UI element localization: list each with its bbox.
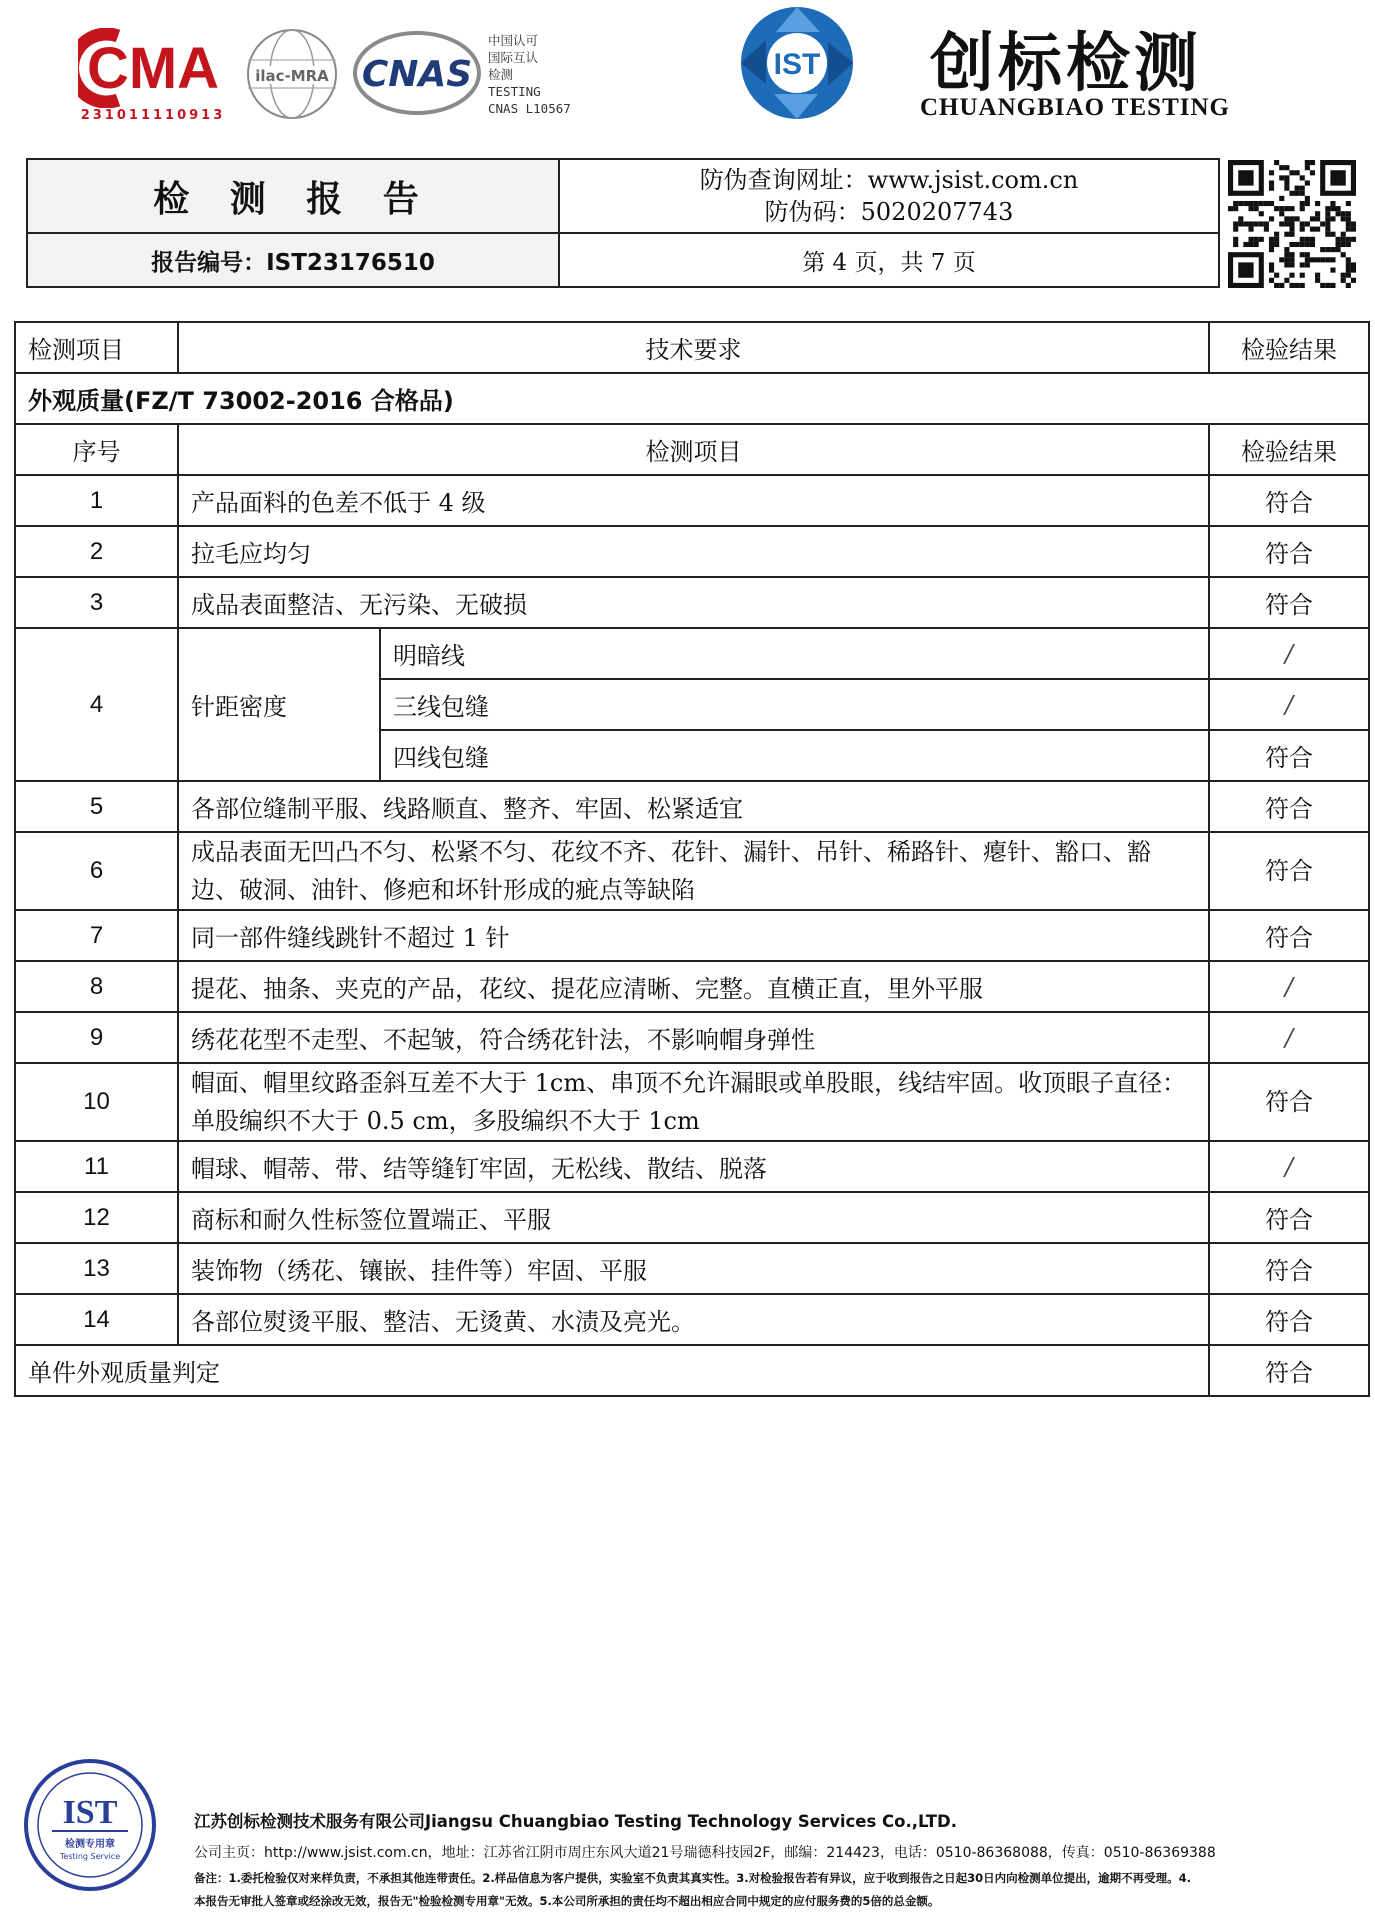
report-number: 报告编号：IST23176510 (28, 234, 560, 286)
row-text: 帽球、帽蒂、带、结等缝钉牢固，无松线、散结、脱落 (178, 1141, 1209, 1192)
subheader-item: 检测项目 (178, 424, 1209, 475)
row-result: 符合 (1209, 730, 1369, 781)
subheader-result: 检验结果 (1209, 424, 1369, 475)
row-text: 同一部件缝线跳针不超过 1 针 (178, 910, 1209, 961)
sub-row-text: 四线包缝 (380, 730, 1209, 781)
row-result: / (1209, 628, 1369, 679)
table-row (15, 526, 1369, 577)
row-no: 3 (15, 577, 178, 628)
seal-sub-en: Testing Service (59, 1852, 121, 1861)
cma-logo (78, 28, 228, 124)
row-result: 符合 (1209, 475, 1369, 526)
brand-name-cn: 创标检测 (930, 26, 1202, 101)
subheader-no: 序号 (15, 424, 178, 475)
cnas-mark-icon (352, 28, 482, 118)
section-row (15, 373, 1369, 424)
header-item: 检测项目 (15, 322, 178, 373)
seal-sub-cn: 检测专用章 (65, 1839, 115, 1850)
cnas-label: CNAS (361, 54, 473, 95)
row-text: 各部位缝制平服、线路顺直、整齐、牢固、松紧适宜 (178, 781, 1209, 832)
row-result: / (1209, 679, 1369, 730)
row-text: 装饰物（绣花、镶嵌、挂件等）牢固、平服 (178, 1243, 1209, 1294)
table-row (15, 1294, 1369, 1345)
cnas-logo (352, 28, 482, 118)
cnas-line: CNAS L10567 (488, 101, 571, 116)
header-requirement: 技术要求 (178, 322, 1209, 373)
row-text: 成品表面整洁、无污染、无破损 (178, 577, 1209, 628)
row-result: / (1209, 1012, 1369, 1063)
table-row (15, 628, 1369, 679)
row-no: 10 (15, 1063, 178, 1141)
table-row (15, 781, 1369, 832)
row-result: / (1209, 961, 1369, 1012)
header-result: 检验结果 (1209, 322, 1369, 373)
report-title: 检 测 报 告 (28, 160, 560, 234)
table-row (15, 961, 1369, 1012)
ist-logo-label: IST (773, 48, 821, 81)
row-text: 各部位熨烫平服、整洁、无烫黄、水渍及亮光。 (178, 1294, 1209, 1345)
row-text: 提花、抽条、夹克的产品，花纹、提花应清晰、完整。直横正直，里外平服 (178, 961, 1209, 1012)
row-result: 符合 (1209, 1063, 1369, 1141)
row-text: 商标和耐久性标签位置端正、平服 (178, 1192, 1209, 1243)
sub-row-text: 三线包缝 (380, 679, 1209, 730)
brand-name-en: CHUANGBIAO TESTING (920, 94, 1230, 121)
verdict-row (15, 1345, 1369, 1396)
cnas-line: TESTING (488, 84, 541, 99)
report-title-block (26, 158, 1220, 288)
row-result: 符合 (1209, 1243, 1369, 1294)
row-result: 符合 (1209, 781, 1369, 832)
table-row (15, 577, 1369, 628)
sub-header-row (15, 424, 1369, 475)
anti-fake-url: 防伪查询网址：www.jsist.com.cn (699, 166, 1079, 194)
row-no: 12 (15, 1192, 178, 1243)
table-row (15, 1243, 1369, 1294)
row-text: 帽面、帽里纹路歪斜互差不大于 1cm、串顶不允许漏眼或单股眼，线结牢固。收顶眼子直径：单股编织不大于 0.5 cm，多股编织不大于 1cm (178, 1063, 1209, 1141)
table-row (15, 1012, 1369, 1063)
table-row (15, 1063, 1369, 1141)
cnas-line: 国际互认 (488, 50, 539, 65)
row-result: 符合 (1209, 526, 1369, 577)
qr-code-icon (1228, 160, 1356, 288)
row-text: 成品表面无凹凸不匀、松紧不匀、花纹不齐、花针、漏针、吊针、稀路针、瘪针、豁口、豁边、破洞、油针、修疤和坏针形成的疵点等缺陷 (178, 832, 1209, 910)
anti-fake-code: 防伪码：5020207743 (764, 198, 1014, 226)
ilac-label: ilac-MRA (255, 67, 329, 85)
cnas-accreditation-text (488, 32, 571, 117)
row-no: 7 (15, 910, 178, 961)
verdict-result: 符合 (1209, 1345, 1369, 1396)
row-result: 符合 (1209, 577, 1369, 628)
inspection-table (14, 321, 1370, 1397)
seal-main-text: IST (62, 1794, 118, 1831)
cma-label: CMA (86, 36, 220, 101)
footer-note-line2: 本报告无审批人签章或经涂改无效，报告无"检验检测专用章"无效。5.本公司所承担的责任均不超出相应合同中规定的应付服务费的5倍的总金额。 (194, 1894, 940, 1908)
table-row (15, 910, 1369, 961)
anti-fake-info (560, 160, 1218, 234)
row-result: 符合 (1209, 832, 1369, 910)
cnas-line: 检测 (488, 67, 514, 82)
company-contact: 公司主页：http://www.jsist.com.cn，地址：江苏省江阴市周庄东风大道21号瑞德科技园2F，邮编：214423，电话：0510-86368088，传真：0510-86369388 (194, 1845, 1216, 1861)
table-row (15, 832, 1369, 910)
ilac-globe-icon (244, 26, 340, 122)
company-name: 江苏创标检测技术服务有限公司Jiangsu Chuangbiao Testing Technology Services Co.,LTD. (194, 1812, 958, 1831)
logo-row (0, 0, 1375, 150)
table-row (15, 1192, 1369, 1243)
row-no: 11 (15, 1141, 178, 1192)
row-no: 5 (15, 781, 178, 832)
sub-row-text: 明暗线 (380, 628, 1209, 679)
table-row (15, 1141, 1369, 1192)
ilac-mra-logo (244, 26, 340, 122)
ist-seal (22, 1757, 158, 1893)
row-no: 2 (15, 526, 178, 577)
row-result: 符合 (1209, 1294, 1369, 1345)
row-no: 14 (15, 1294, 178, 1345)
footer-note-line1: 备注：1.委托检验仅对来样负责，不承担其他连带责任。2.样品信息为客户提供，实验室不负责其真实性。3.对检验报告若有异议，应于收到报告之日起30日内向检测单位提出，逾期不再受理。4. (194, 1871, 1191, 1885)
seal-stamp-icon (22, 1757, 158, 1893)
row-text: 产品面料的色差不低于 4 级 (178, 475, 1209, 526)
row-result: 符合 (1209, 1192, 1369, 1243)
row-text: 针距密度 (178, 628, 380, 781)
page-info: 第 4 页，共 7 页 (802, 249, 976, 276)
cnas-line: 中国认可 (488, 33, 539, 48)
ist-aperture-icon (736, 2, 858, 124)
cma-mark-icon (78, 28, 228, 108)
row-no: 4 (15, 628, 178, 781)
row-text: 拉毛应均匀 (178, 526, 1209, 577)
row-result: 符合 (1209, 910, 1369, 961)
cma-number: 231011110913 (80, 108, 226, 123)
verdict-label: 单件外观质量判定 (15, 1345, 1209, 1396)
table-row (15, 475, 1369, 526)
row-no: 6 (15, 832, 178, 910)
row-text: 绣花花型不走型、不起皱，符合绣花针法，不影响帽身弹性 (178, 1012, 1209, 1063)
row-no: 13 (15, 1243, 178, 1294)
row-no: 1 (15, 475, 178, 526)
row-no: 8 (15, 961, 178, 1012)
row-no: 9 (15, 1012, 178, 1063)
ist-logo (736, 2, 858, 124)
section-title: 外观质量(FZ/T 73002-2016 合格品) (15, 373, 1369, 424)
row-result: / (1209, 1141, 1369, 1192)
table-header-row (15, 322, 1369, 373)
